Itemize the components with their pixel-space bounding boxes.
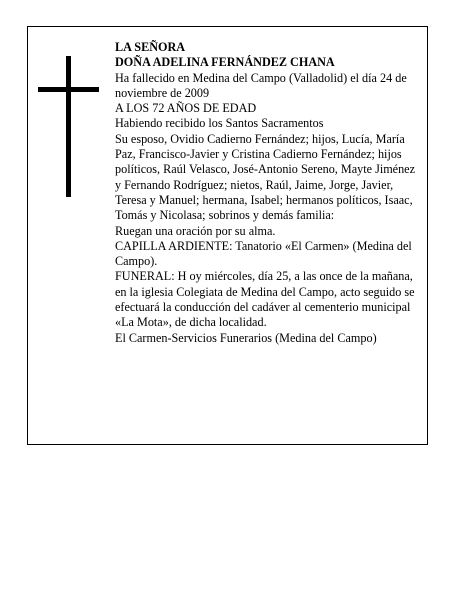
prayer-request: Ruegan una oración por su alma. (115, 223, 276, 238)
death-notice: Ha fallecido en Medina del Campo (Valladolid) el día 24 de noviembre de 2009 (115, 70, 407, 100)
cross-horizontal-bar (38, 87, 99, 92)
obituary-text (115, 40, 420, 346)
deceased-name: DOÑA ADELINA FERNÁNDEZ CHANA (115, 55, 335, 70)
age-line: A LOS 72 AÑOS DE EDAD (115, 101, 257, 116)
funeral-home: El Carmen-Servicios Funerarios (Medina del Campo) (115, 330, 377, 345)
family-list: Su esposo, Ovidio Cadierno Fernández; hijos, Lucía, María Paz, Francisco-Javier y Cristina Cadierno Fernández; hijos políticos, Raúl Velasco, José-Antonio Sereno, Mayte Jiménez y Fernando Rodríguez; nietos, Raúl, Jaime, Jorge, Javier, Teresa y Manuel; hermana, Isabel; hermanos políticos, Isaac, Tomás y Nicolasa; sobrinos y demás familia: (115, 131, 416, 223)
obituary-title: LA SEÑORA (115, 40, 186, 54)
sacraments-line: Habiendo recibido los Santos Sacramentos (115, 116, 324, 131)
chapel-info: CAPILLA ARDIENTE: Tanatorio «El Carmen» (Medina del Campo). (115, 238, 412, 269)
funeral-info: FUNERAL: H oy miércoles, día 25, a las once de la mañana, en la iglesia Colegiata de Medina del Campo, acto seguido se efectuará la conducción del cadáver al cementerio municipal «La Mota», de dicha localidad. (115, 269, 415, 330)
cross-vertical-bar (66, 56, 71, 197)
